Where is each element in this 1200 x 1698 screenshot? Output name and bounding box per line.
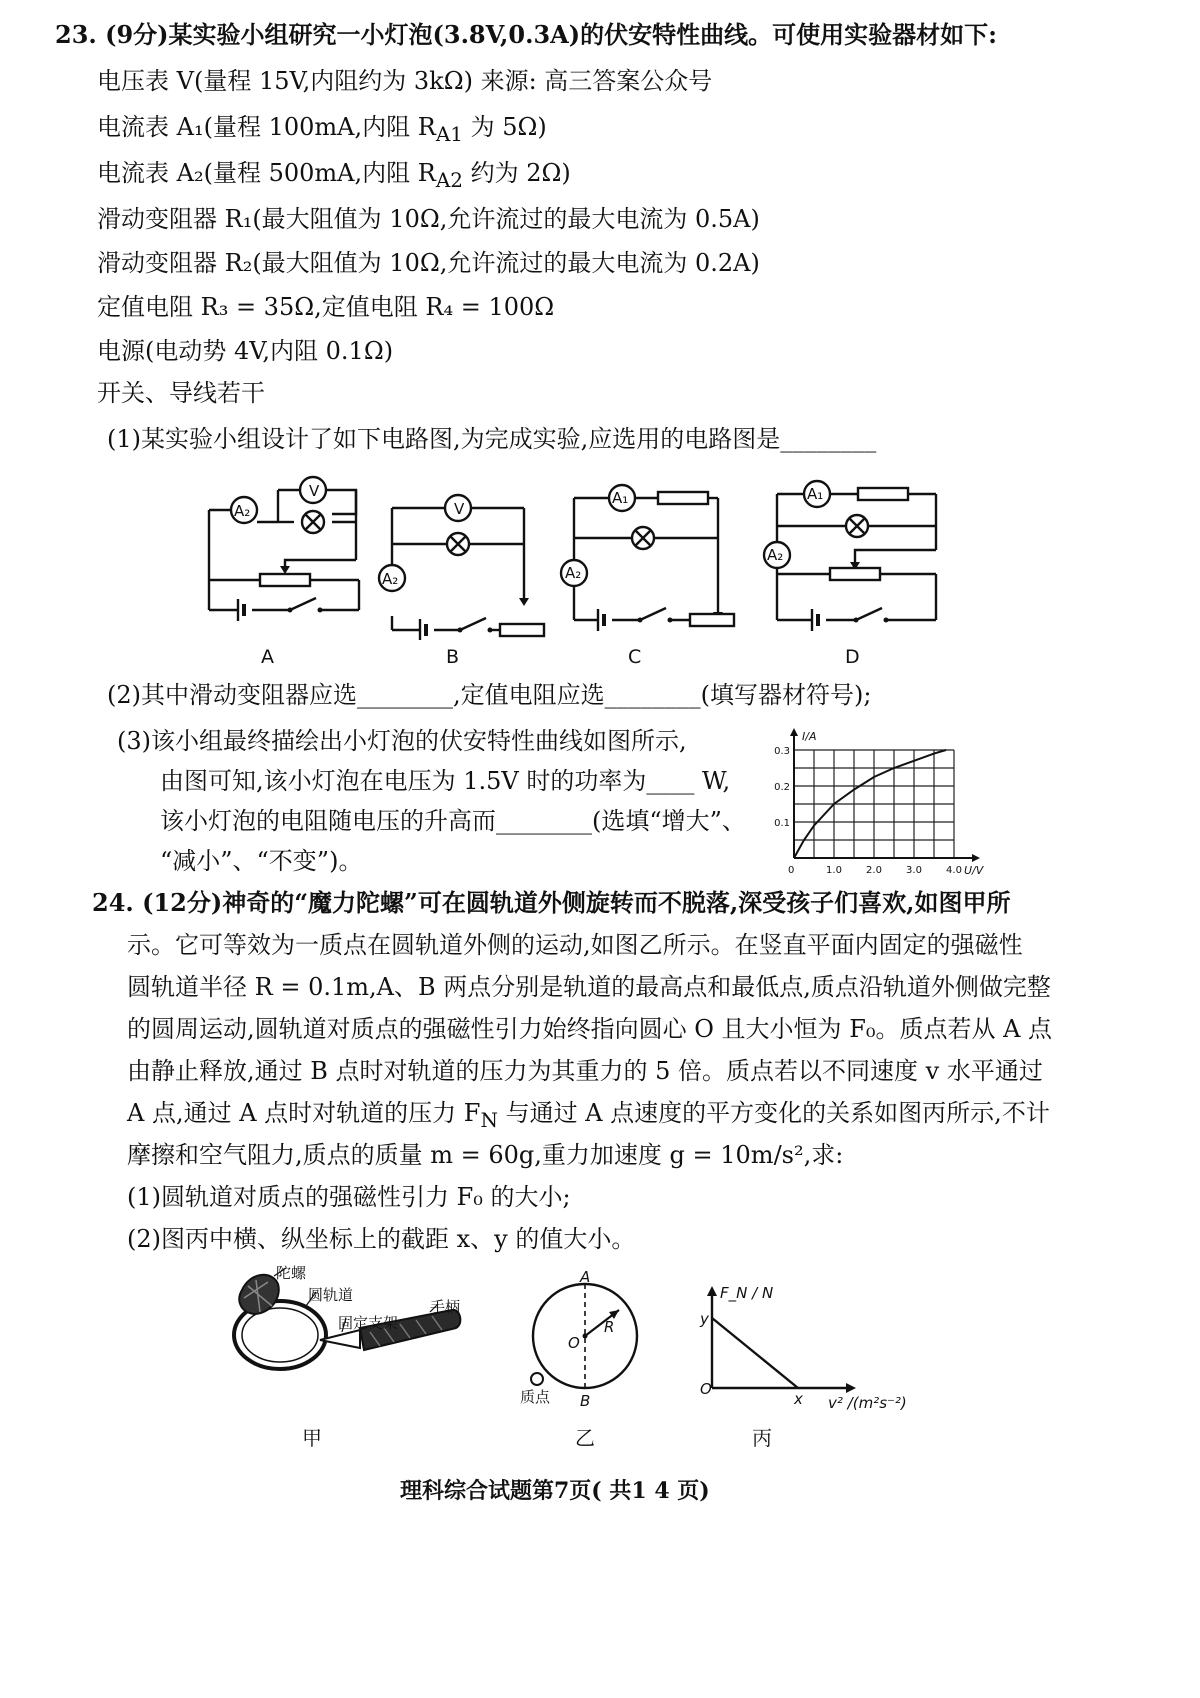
v2-axis-label: v² /(m²s⁻²) (828, 1394, 907, 1412)
q24-line-2: 示。它可等效为一质点在圆轨道外侧的运动,如图乙所示。在竖直平面内固定的强磁性 (127, 931, 1023, 959)
q24-line-1: 24. (12分)神奇的“魔力陀螺”可在圆轨道外侧旋转而不脱落,深受孩子们喜欢,如图甲所 (92, 888, 1011, 917)
point-b-label: B (580, 1392, 591, 1410)
q23-part3-line4: “减小”、“不变”)。 (160, 847, 363, 875)
y-tick-label: 0.1 (774, 818, 790, 829)
x-axis-arrow (972, 854, 980, 862)
equipment-voltmeter: 电压表 V(量程 15V,内阻约为 3kΩ) 来源: 高三答案公众号 (97, 67, 713, 95)
circuit-b-ammeter-label: A₂ (382, 570, 399, 588)
x-tick-label: 1.0 (826, 865, 842, 876)
circuit-d-ammeter2-label: A₂ (767, 546, 784, 564)
label-bracket: 固定支架 (338, 1314, 399, 1332)
circuit-c (561, 485, 734, 631)
gyroscope-figure (220, 1262, 490, 1407)
q24-line-9: (2)图丙中横、纵坐标上的截距 x、y 的值大小。 (127, 1225, 636, 1253)
label-track: 圆轨道 (308, 1286, 354, 1304)
q24-line-8: (1)圆轨道对质点的强磁性引力 F₀ 的大小; (127, 1183, 571, 1211)
y-axis-arrow (790, 728, 798, 736)
y-tick-label: 0.2 (774, 782, 790, 793)
q24-line-3: 圆轨道半径 R = 0.1m,A、B 两点分别是轨道的最高点和最低点,质点沿轨道外侧做完整 (127, 973, 1051, 1001)
origin-label: 0 (788, 865, 795, 876)
fn-v2-graph (690, 1286, 860, 1396)
circuit-label-d: D (845, 646, 860, 668)
q24-line-7: 摩擦和空气阻力,质点的质量 m = 60g,重力加速度 g = 10m/s²,求: (127, 1141, 844, 1169)
x-tick-label: 2.0 (866, 865, 882, 876)
q24-line-4: 的圆周运动,圆轨道对质点的强磁性引力始终指向圆心 O 且大小恒为 F₀。质点若从 A 点 (127, 1015, 1053, 1043)
particle (531, 1373, 543, 1385)
q24-line-6: A 点,通过 A 点时对轨道的压力 $F_N$ 与通过 A 点速度的平方变化的关系如图丙所示,不计 (127, 1099, 1050, 1132)
circuit-a-voltmeter-label: V (309, 482, 320, 500)
circuit-b-voltmeter-label: V (454, 500, 465, 518)
circuit-label-c: C (628, 646, 642, 668)
center-o-label: O (568, 1334, 580, 1352)
equipment-switch-wires: 开关、导线若干 (97, 379, 265, 407)
q23-part3-line1: (3)该小组最终描绘出小灯泡的伏安特性曲线如图所示, (117, 727, 687, 755)
x-tick-label: 3.0 (906, 865, 922, 876)
circuit-label-b: B (446, 646, 460, 668)
circuit-d-ammeter1-label: A₁ (807, 485, 824, 503)
equipment-resistors: 定值电阻 R₃ = 35Ω,定值电阻 R₄ = 100Ω (97, 293, 555, 321)
y-axis-label: I/A (802, 730, 817, 743)
equipment-ammeter-a1: 电流表 A₁(量程 100mA,内阻 $R_{A1}$ 为 5Ω) (97, 113, 547, 146)
iu-curve-chart (760, 726, 1060, 884)
circuit-c-ammeter1-label: A₁ (612, 489, 629, 507)
page-footer: 理科综合试题第7页( 共1 4 页) (400, 1478, 710, 1504)
fn-line (712, 1318, 798, 1388)
q23-part2: (2)其中滑动变阻器应选________,定值电阻应选________(填写器材符号); (107, 681, 872, 709)
fn-axis-label: F_N / N (720, 1284, 774, 1302)
circuit-a (209, 477, 359, 621)
equipment-power-source: 电源(电动势 4V,内阻 0.1Ω) (97, 337, 394, 365)
q23-part1: (1)某实验小组设计了如下电路图,为完成实验,应选用的电路图是________ (107, 425, 877, 453)
x-tick-label: 4.0 (946, 865, 962, 876)
intercept-y-label: y (700, 1310, 709, 1328)
caption-jia: 甲 (302, 1426, 322, 1450)
circuit-c-ammeter2-label: A₂ (565, 564, 582, 582)
circuit-label-a: A (261, 646, 274, 668)
circuit-a-ammeter-label: A₂ (234, 502, 251, 520)
circuit-d (764, 481, 936, 631)
radius-r-label: R (604, 1318, 615, 1336)
equipment-ammeter-a2: 电流表 A₂(量程 500mA,内阻 $R_{A2}$ 约为 2Ω) (97, 159, 571, 192)
label-handle: 手柄 (430, 1298, 461, 1316)
caption-yi: 乙 (575, 1426, 595, 1450)
equipment-rheostat-r2: 滑动变阻器 R₂(最大阻值为 10Ω,允许流过的最大电流为 0.2A) (97, 249, 760, 277)
caption-bing: 丙 (752, 1426, 772, 1450)
q23-part3-line3: 该小灯泡的电阻随电压的升高而________(选填“增大”、 (160, 807, 746, 835)
intercept-x-label: x (794, 1390, 803, 1408)
q23-title: 23. (9分)某实验小组研究一小灯泡(3.8V,0.3A)的伏安特性曲线。可使用实验器材如下: (55, 20, 997, 49)
equipment-rheostat-r1: 滑动变阻器 R₁(最大阻值为 10Ω,允许流过的最大电流为 0.5A) (97, 205, 760, 233)
y-tick-label: 0.3 (774, 746, 790, 757)
point-a-label: A (580, 1268, 591, 1286)
q23-part3-line2: 由图可知,该小灯泡在电压为 1.5V 时的功率为____ W, (160, 767, 731, 795)
x-axis-label: U/V (964, 864, 984, 877)
particle-label: 质点 (520, 1388, 551, 1406)
origin-o-label: O (700, 1380, 712, 1398)
label-gyro: 陀螺 (276, 1264, 307, 1282)
q24-line-5: 由静止释放,通过 B 点时对轨道的压力为其重力的 5 倍。质点若以不同速度 v 水平通过 (127, 1057, 1043, 1085)
